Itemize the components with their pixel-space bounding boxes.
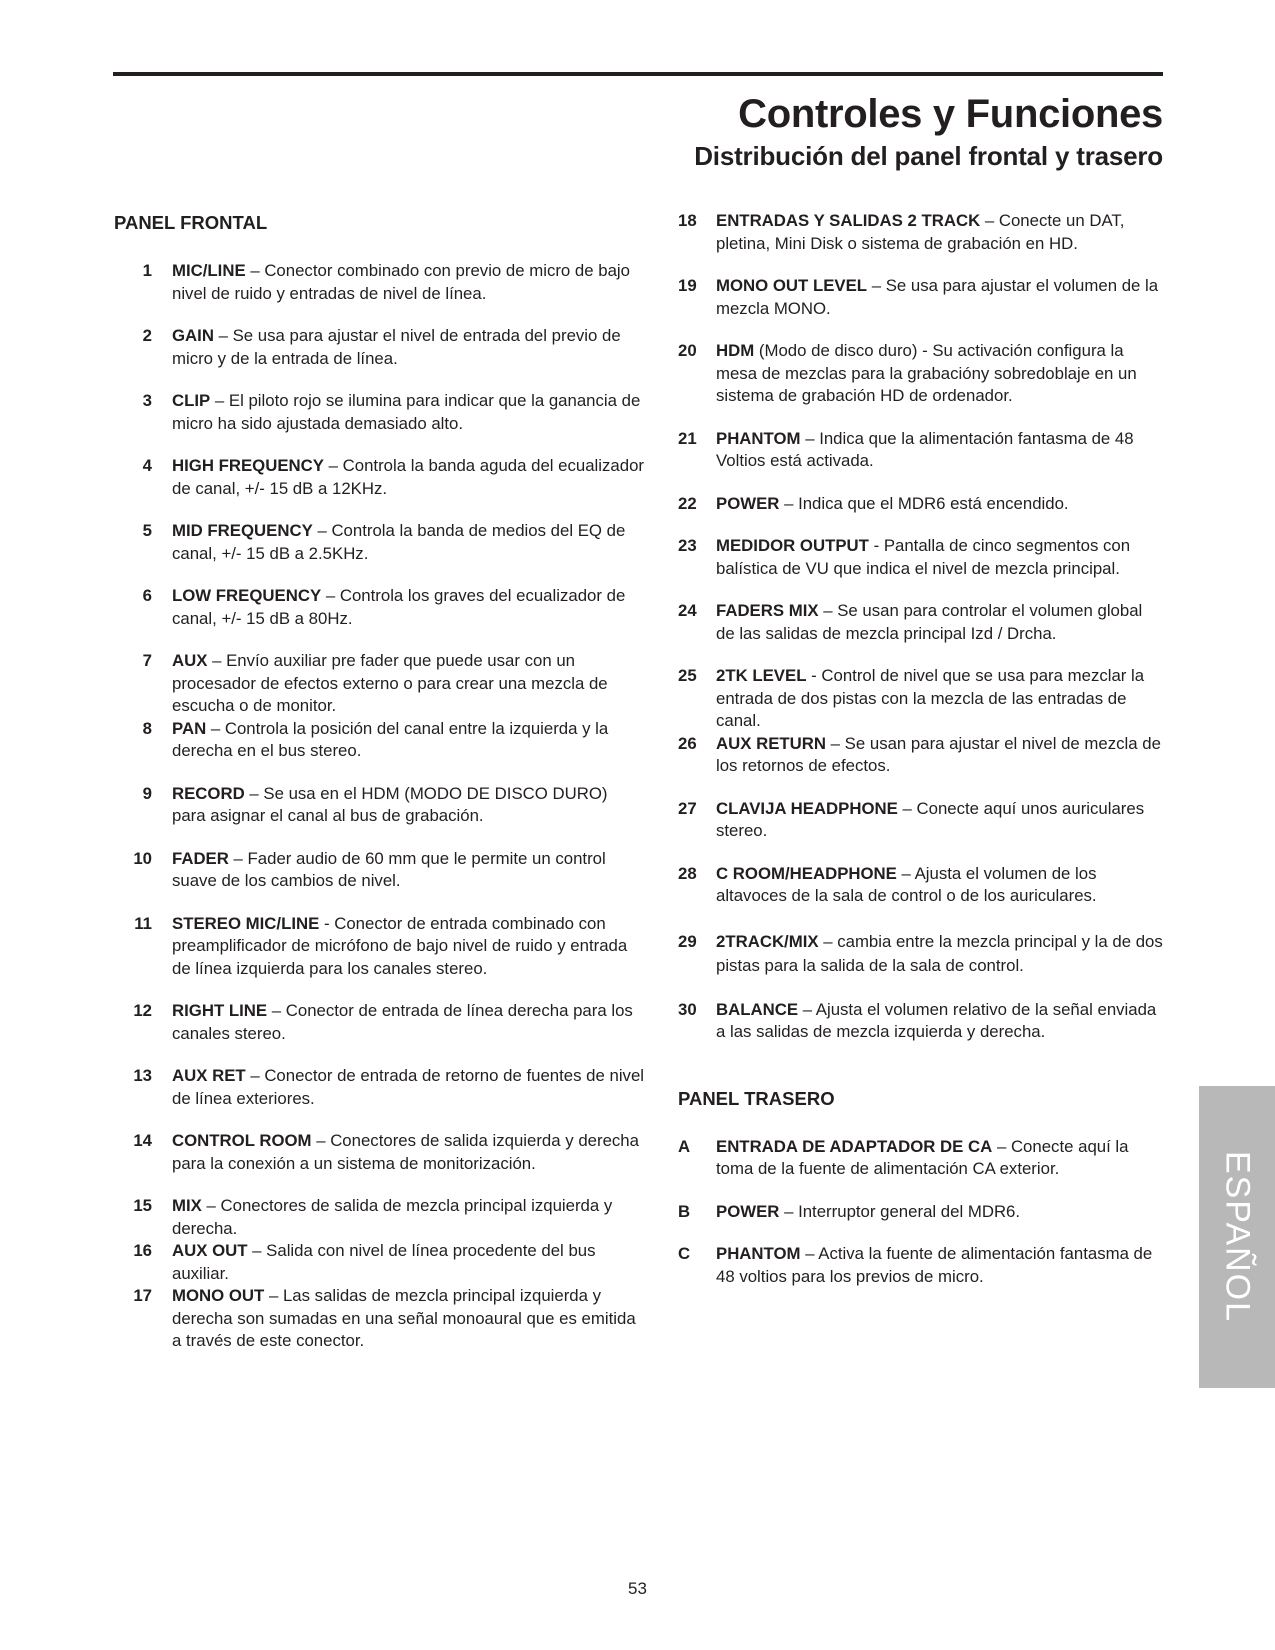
- item-body: [716, 1136, 1164, 1181]
- item-body: [716, 930, 1164, 979]
- item-text: – Se usan para ajustar el nivel de mezcla de los retornos de efectos.: [716, 733, 1161, 775]
- list-item: [678, 275, 1164, 320]
- item-body: [716, 600, 1164, 645]
- item-body: [172, 848, 644, 893]
- item-body: [716, 210, 1164, 255]
- item-term: RECORD: [172, 783, 245, 803]
- item-number: 12: [133, 1001, 152, 1020]
- item-body: [172, 260, 644, 305]
- item-body: [172, 1065, 644, 1110]
- item-body: [716, 1201, 1164, 1224]
- item-body: [172, 520, 644, 565]
- item-body: [172, 783, 644, 828]
- list-item: [114, 1285, 644, 1353]
- list-item: [678, 210, 1164, 255]
- left-column: [114, 212, 644, 1353]
- item-term: ENTRADAS Y SALIDAS 2 TRACK: [716, 211, 981, 230]
- item-text: – Conecte aquí unos auriculares stereo.: [716, 798, 1145, 840]
- top-rule: [113, 72, 1163, 76]
- item-number: 9: [142, 783, 152, 803]
- item-body: [716, 733, 1164, 778]
- page-title: Controles y Funciones: [738, 92, 1163, 136]
- item-number: 14: [133, 1131, 152, 1150]
- front-panel-heading: PANEL FRONTAL: [114, 212, 268, 233]
- item-term: MEDIDOR OUTPUT: [716, 536, 869, 555]
- item-text: – Conecte un DAT, pletina, Mini Disk o sistema de grabación en HD.: [716, 211, 1125, 253]
- item-text: - Control de nivel que se usa para mezclar la entrada de dos pistas con la mezcla de las entradas de canal.: [716, 666, 1145, 730]
- item-number: 17: [133, 1286, 152, 1305]
- item-text: – Interruptor general del MDR6.: [779, 1201, 1021, 1221]
- item-text: – Conecte aquí la toma de la fuente de alimentación CA exterior.: [716, 1136, 1129, 1178]
- item-term: AUX RETURN: [716, 733, 827, 753]
- item-number: 4: [142, 456, 152, 475]
- item-body: [716, 428, 1164, 473]
- page-number: 53: [628, 1579, 647, 1598]
- item-number: 18: [678, 211, 697, 230]
- item-term: HDM: [716, 341, 755, 360]
- item-term: C ROOM/HEADPHONE: [716, 863, 897, 883]
- item-number: 7: [142, 651, 152, 670]
- list-item: [114, 325, 644, 370]
- item-body: [716, 999, 1164, 1044]
- item-term: POWER: [716, 1201, 780, 1221]
- item-number: 21: [678, 428, 697, 448]
- item-term: AUX RET: [172, 1066, 246, 1085]
- list-item: [678, 665, 1164, 733]
- item-text: – Se usan para controlar el volumen global de las salidas de mezcla principal Izd / Drcha.: [716, 601, 1143, 643]
- item-number: 29: [678, 931, 697, 951]
- item-body: [172, 718, 644, 763]
- list-item: [114, 718, 644, 763]
- list-item: [114, 1195, 644, 1240]
- item-body: [716, 798, 1164, 843]
- item-term: 2TRACK/MIX: [716, 931, 819, 951]
- list-item: [114, 1000, 644, 1045]
- item-text: – Conectores de salida de mezcla principal izquierda y derecha.: [172, 1196, 613, 1238]
- item-text: - Conector de entrada combinado con preamplificador de micrófono de bajo nivel de ruido y entrada de línea izquierda para los canales stereo.: [172, 913, 628, 978]
- item-body: [172, 1285, 644, 1353]
- item-text: – Controla la banda aguda del ecualizador de canal, +/- 15 dB a 12KHz.: [172, 456, 644, 498]
- item-body: [716, 1243, 1164, 1288]
- item-text: – Controla la banda de medios del EQ de canal, +/- 15 dB a 2.5KHz.: [172, 521, 626, 563]
- item-term: BALANCE: [716, 999, 799, 1019]
- item-body: [172, 913, 644, 981]
- item-text: – Ajusta el volumen relativo de la señal enviada a las salidas de mezcla izquierda y derecha.: [716, 999, 1157, 1041]
- item-text: – Se usa para ajustar el nivel de entrada del previo de micro y de la entrada de línea.: [172, 326, 621, 368]
- item-number: 27: [678, 798, 697, 818]
- item-term: PAN: [172, 718, 207, 738]
- item-text: – Salida con nivel de línea procedente del bus auxiliar.: [172, 1241, 596, 1283]
- item-term: ENTRADA DE ADAPTADOR DE CA: [716, 1136, 993, 1156]
- item-term: CONTROL ROOM: [172, 1131, 312, 1150]
- item-body: [172, 1000, 644, 1045]
- item-letter: C: [678, 1244, 691, 1263]
- item-number: 3: [142, 391, 152, 410]
- list-item: [114, 455, 644, 500]
- item-term: HIGH FREQUENCY: [172, 456, 324, 475]
- item-text: – Se usa en el HDM (MODO DE DISCO DURO) para asignar el canal al bus de grabación.: [172, 783, 608, 825]
- item-text: – Indica que la alimentación fantasma de 48 Voltios está activada.: [716, 428, 1134, 470]
- item-term: CLIP: [172, 391, 211, 410]
- item-body: [172, 390, 644, 435]
- item-body: [172, 1240, 644, 1285]
- item-number: 6: [142, 586, 152, 605]
- item-body: [716, 493, 1164, 516]
- item-text: - Pantalla de cinco segmentos con balística de VU que indica el nivel de mezcla principal.: [716, 536, 1131, 578]
- list-item: [678, 493, 1164, 516]
- item-term: RIGHT LINE: [172, 1001, 268, 1020]
- item-term: AUX: [172, 651, 208, 670]
- item-text: – Envío auxiliar pre fader que puede usar con un procesador de efectos externo o para crear una mezcla de escucha o de monitor.: [172, 651, 608, 715]
- item-term: 2TK LEVEL: [716, 666, 807, 685]
- item-text: – Conector combinado con previo de micro de bajo nivel de ruido y entradas de nivel de línea.: [172, 261, 630, 303]
- item-text: – Controla la posición del canal entre la izquierda y la derecha en el bus stereo.: [172, 718, 609, 760]
- item-term: AUX OUT: [172, 1241, 248, 1260]
- list-item: [114, 783, 644, 828]
- item-number: 5: [142, 521, 152, 540]
- item-body: [172, 650, 644, 718]
- right-column: [678, 210, 1164, 1288]
- item-text: – Las salidas de mezcla principal izquierda y derecha son sumadas en una señal monoaural que es emitida a través de este conector.: [172, 1286, 636, 1350]
- item-body: [716, 665, 1164, 733]
- item-number: 23: [678, 536, 697, 555]
- item-text: – Conector de entrada de retorno de fuentes de nivel de línea exteriores.: [172, 1066, 645, 1108]
- item-body: [172, 455, 644, 500]
- item-number: 25: [678, 666, 697, 685]
- item-number: 30: [678, 999, 697, 1019]
- list-item: [678, 1201, 1164, 1224]
- list-item: [114, 913, 644, 981]
- item-text: (Modo de disco duro) - Su activación configura la mesa de mezclas para la grabacióny sobredoblaje en un sistema de grabación HD de ordenador.: [716, 341, 1137, 405]
- item-number: 1: [142, 261, 152, 280]
- list-item: [678, 1243, 1164, 1288]
- item-term: POWER: [716, 493, 780, 513]
- item-text: – Controla los graves del ecualizador de canal, +/- 15 dB a 80Hz.: [172, 586, 626, 628]
- item-body: [172, 585, 644, 630]
- item-body: [716, 340, 1164, 408]
- list-item: [114, 390, 644, 435]
- item-term: MIC/LINE: [172, 261, 246, 280]
- list-item: [678, 428, 1164, 473]
- list-item: [678, 600, 1164, 645]
- item-number: 20: [678, 341, 697, 360]
- language-tab-label: ESPAÑOL: [1218, 1150, 1257, 1324]
- item-body: [172, 1130, 644, 1175]
- item-text: – Conectores de salida izquierda y derecha para la conexión a un sistema de monitorización.: [172, 1131, 639, 1173]
- item-term: MIX: [172, 1196, 202, 1215]
- item-term: FADER: [172, 848, 229, 868]
- item-text: – Fader audio de 60 mm que le permite un control suave de los cambios de nivel.: [172, 848, 606, 890]
- list-item: [114, 1065, 644, 1110]
- list-item: [678, 733, 1164, 778]
- item-number: 24: [678, 601, 697, 620]
- language-tab: [1199, 1086, 1275, 1388]
- item-text: – El piloto rojo se ilumina para indicar que la ganancia de micro ha sido ajustada demasiado alto.: [172, 391, 641, 433]
- item-body: [716, 535, 1164, 580]
- item-number: 22: [678, 493, 697, 513]
- list-item: [114, 1130, 644, 1175]
- list-item: [678, 798, 1164, 843]
- list-item: [114, 585, 644, 630]
- item-body: [172, 1195, 644, 1240]
- item-text: – cambia entre la mezcla principal y la de dos pistas para la salida de la sala de control.: [716, 931, 1163, 975]
- item-text: – Se usa para ajustar el volumen de la mezcla MONO.: [716, 276, 1159, 318]
- item-term: CLAVIJA HEADPHONE: [716, 798, 898, 818]
- item-text: – Conector de entrada de línea derecha para los canales stereo.: [172, 1001, 633, 1043]
- item-number: 28: [678, 863, 697, 883]
- list-item: [114, 260, 644, 305]
- item-term: PHANTOM: [716, 428, 801, 448]
- item-number: 15: [133, 1196, 152, 1215]
- rear-panel-heading: PANEL TRASERO: [678, 1087, 835, 1109]
- item-term: MID FREQUENCY: [172, 521, 313, 540]
- item-body: [172, 325, 644, 370]
- item-number: 10: [133, 848, 152, 868]
- item-letter: B: [678, 1201, 691, 1221]
- list-item: [678, 999, 1164, 1044]
- item-letter: A: [678, 1136, 691, 1156]
- list-item: [114, 1240, 644, 1285]
- list-item: [678, 930, 1164, 979]
- list-item: [678, 863, 1164, 908]
- item-text: – Indica que el MDR6 está encendido.: [779, 493, 1069, 513]
- item-number: 2: [142, 326, 152, 345]
- item-term: LOW FREQUENCY: [172, 586, 322, 605]
- item-term: STEREO MIC/LINE: [172, 913, 320, 933]
- list-item: [678, 1136, 1164, 1181]
- item-text: – Ajusta el volumen de los altavoces de la sala de control o de los auriculares.: [716, 863, 1097, 905]
- item-body: [716, 863, 1164, 908]
- item-body: [716, 275, 1164, 320]
- list-item: [678, 340, 1164, 408]
- item-term: PHANTOM: [716, 1244, 801, 1263]
- item-term: FADERS MIX: [716, 601, 819, 620]
- page-subtitle: Distribución del panel frontal y trasero: [694, 141, 1163, 171]
- item-number: 19: [678, 276, 697, 295]
- item-number: 11: [134, 913, 152, 933]
- item-term: MONO OUT LEVEL: [716, 276, 868, 295]
- item-text: – Activa la fuente de alimentación fantasma de 48 voltios para los previos de micro.: [716, 1244, 1153, 1286]
- list-item: [678, 535, 1164, 580]
- item-term: MONO OUT: [172, 1286, 265, 1305]
- list-item: [114, 848, 644, 893]
- item-term: GAIN: [172, 326, 214, 345]
- item-number: 13: [133, 1066, 152, 1085]
- list-item: [114, 650, 644, 718]
- list-item: [114, 520, 644, 565]
- item-number: 8: [142, 718, 152, 738]
- item-number: 26: [678, 733, 697, 753]
- item-number: 16: [133, 1241, 152, 1260]
